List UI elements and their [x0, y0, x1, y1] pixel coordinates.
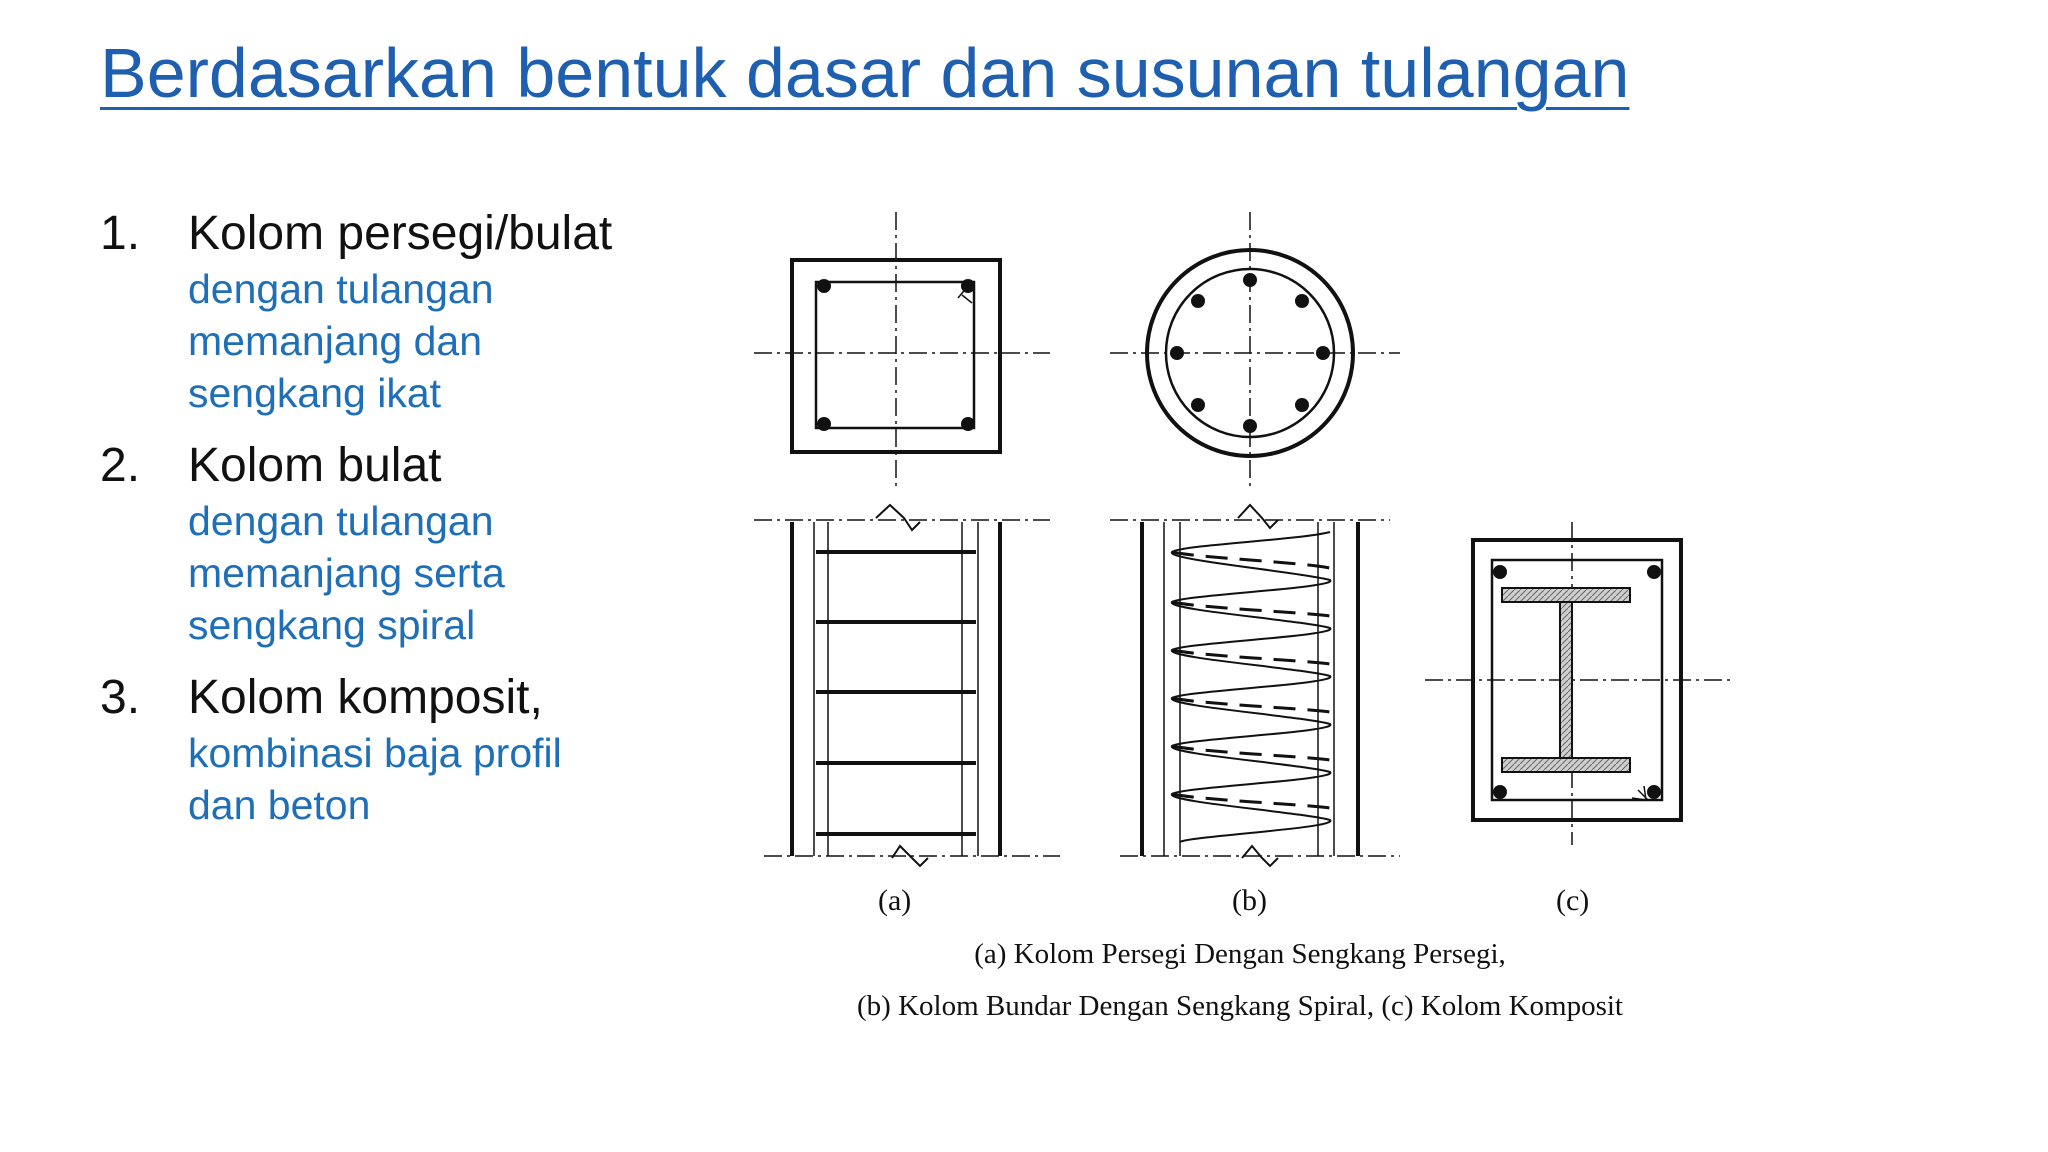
figure-caption-line2: (b) Kolom Bundar Dengan Sengkang Spiral, (c) Kolom Komposit [857, 990, 1623, 1022]
spiral-column-elevation [1110, 505, 1400, 866]
square-column-section [754, 212, 1050, 490]
item-detail: dengan tulangan memanjang dan sengkang ikat [188, 266, 494, 416]
item-number: 3. [100, 671, 141, 724]
column-diagram [740, 200, 1740, 1040]
item-heading: Kolom komposit, [188, 671, 543, 724]
composite-column-section [1425, 522, 1730, 845]
figure-caption-line1: (a) Kolom Persegi Dengan Sengkang Persegi, [974, 938, 1506, 970]
list-item [100, 205, 620, 419]
item-heading: Kolom bulat [188, 439, 442, 492]
item-number: 2. [100, 439, 141, 492]
column-type-list [100, 205, 620, 849]
item-heading: Kolom persegi/bulat [188, 207, 613, 260]
item-number: 1. [100, 207, 141, 260]
item-detail: kombinasi baja profil dan beton [188, 730, 562, 828]
figure-label-c: (c) [1556, 884, 1590, 917]
tied-column-elevation [754, 505, 1060, 866]
item-detail: dengan tulangan memanjang serta sengkang spiral [188, 498, 505, 648]
figure-label-b: (b) [1232, 884, 1267, 917]
slide-title: Berdasarkan bentuk dasar dan susunan tulangan [100, 34, 1630, 112]
list-item [100, 437, 620, 651]
figure-label-a: (a) [878, 884, 912, 917]
list-item [100, 669, 620, 831]
circular-column-section [1110, 212, 1400, 490]
